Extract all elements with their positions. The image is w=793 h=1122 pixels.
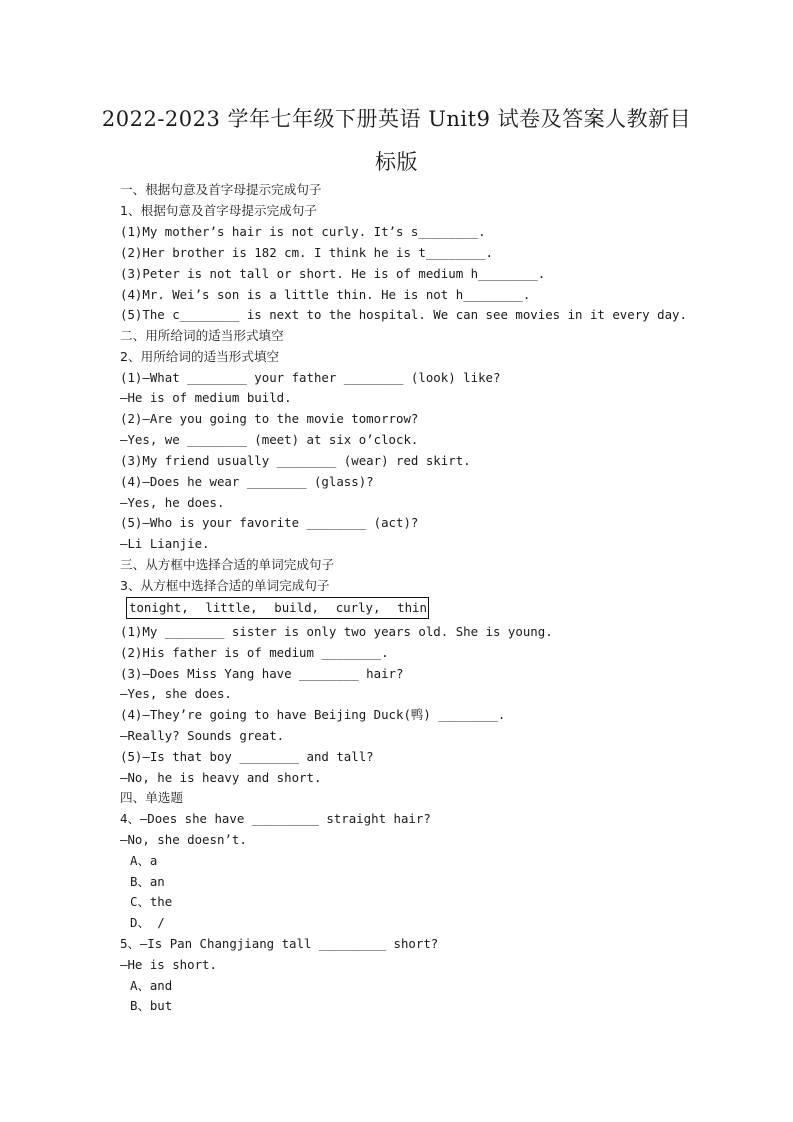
question-5-reply: —He is short. xyxy=(120,957,217,972)
question-1-item-5: (5)The c________ is next to the hospital. We can see movies in it every day. xyxy=(120,307,687,322)
question-2-line: (2)—Are you going to the movie tomorrow? xyxy=(120,411,419,426)
question-2-line: (3)My friend usually ________ (wear) red skirt. xyxy=(120,453,471,468)
section-4-heading: 四、单选题 xyxy=(120,790,183,805)
question-5-stem: 5、—Is Pan Changjiang tall _________ short? xyxy=(120,936,439,951)
question-1-item-2: (2)Her brother is 182 cm. I think he is t________. xyxy=(120,245,493,260)
question-2-line: —Yes, we ________ (meet) at six o’clock. xyxy=(120,432,419,447)
section-2-heading: 二、用所给词的适当形式填空 xyxy=(120,328,284,343)
word-bank-item: tonight, xyxy=(129,600,189,615)
question-2-line: —Li Lianjie. xyxy=(120,536,210,551)
question-2-line: (5)—Who is your favorite ________ (act)? xyxy=(120,515,419,530)
question-4-option-b: B、an xyxy=(130,874,165,889)
question-2-line: —Yes, he does. xyxy=(120,495,225,510)
question-2-line: (4)—Does he wear ________ (glass)? xyxy=(120,474,374,489)
question-4-option-d: D、 / xyxy=(130,915,165,930)
question-5-option-b: B、but xyxy=(130,998,173,1013)
word-bank-item: curly, xyxy=(335,600,381,615)
question-2-title: 2、用所给词的适当形式填空 xyxy=(120,349,280,364)
question-5-option-a: A、and xyxy=(130,978,173,993)
question-3-line: (5)—Is that boy ________ and tall? xyxy=(120,749,374,764)
question-3-line: —No, he is heavy and short. xyxy=(120,770,322,785)
question-3-line: (1)My ________ sister is only two years old. She is young. xyxy=(120,624,553,639)
word-bank-box xyxy=(126,597,429,619)
question-3-line: (3)—Does Miss Yang have ________ hair? xyxy=(120,666,404,681)
question-1-item-4: (4)Mr. Wei’s son is a little thin. He is not h________. xyxy=(120,287,531,302)
word-bank-item: thin xyxy=(397,600,427,615)
section-3-heading: 三、从方框中选择合适的单词完成句子 xyxy=(120,557,335,572)
word-bank-item: little, xyxy=(205,600,258,615)
question-4-option-c: C、the xyxy=(130,894,173,909)
question-3-line: (4)—They’re going to have Beijing Duck(鸭) ________. xyxy=(120,707,506,722)
question-1-item-1: (1)My mother’s hair is not curly. It’s s________. xyxy=(120,224,486,239)
section-1-heading: 一、根据句意及首字母提示完成句子 xyxy=(120,182,322,197)
question-2-line: (1)—What ________ your father ________ (look) like? xyxy=(120,370,501,385)
question-4-reply: —No, she doesn’t. xyxy=(120,832,247,847)
question-3-title: 3、从方框中选择合适的单词完成句子 xyxy=(120,578,330,593)
document-title-line-1: 2022-2023 学年七年级下册英语 Unit9 试卷及答案人教新目 xyxy=(101,107,692,131)
question-3-line: —Really? Sounds great. xyxy=(120,728,285,743)
question-1-title: 1、根据句意及首字母提示完成句子 xyxy=(120,203,317,218)
question-3-line: —Yes, she does. xyxy=(120,686,232,701)
question-2-line: —He is of medium build. xyxy=(120,390,292,405)
word-bank-item: build, xyxy=(274,600,320,615)
question-4-option-a: A、a xyxy=(130,853,158,868)
question-4-stem: 4、—Does she have _________ straight hair? xyxy=(120,811,431,826)
question-1-item-3: (3)Peter is not tall or short. He is of medium h________. xyxy=(120,266,546,281)
question-3-line: (2)His father is of medium ________. xyxy=(120,645,389,660)
document-title-line-2: 标版 xyxy=(375,150,418,174)
